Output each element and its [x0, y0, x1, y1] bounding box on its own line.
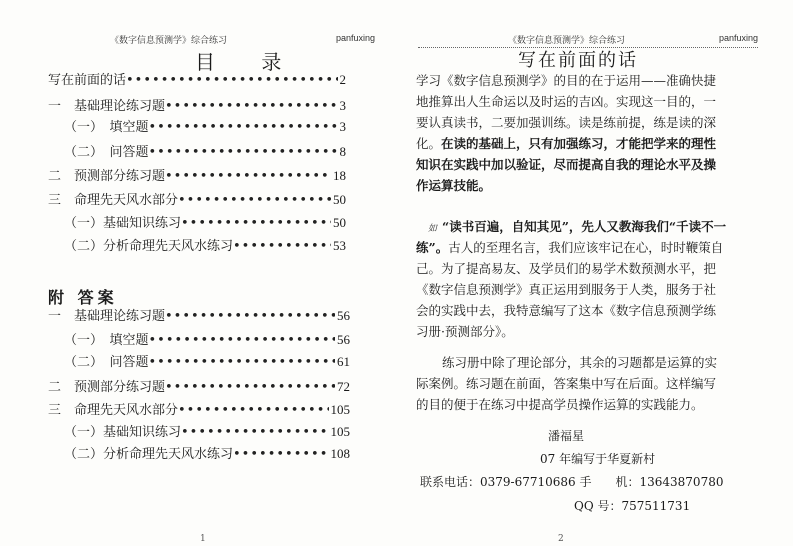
toc-page-number: 72	[337, 379, 350, 394]
appendix-entry	[64, 352, 350, 372]
appendix-entry	[48, 377, 350, 397]
appendix-entry	[48, 306, 350, 326]
paragraph-2-emphasis: “读书百遍，自知其见”，先人又教海我们“千读不一练”。	[416, 219, 727, 255]
appendix-entry	[48, 400, 350, 420]
appendix-title: 附 答案	[48, 288, 118, 307]
contact-qq: QQ 号：757511731	[574, 499, 691, 513]
contact-phone: 联系电话：0379-67710686 手 机：13643870780	[420, 475, 724, 489]
toc-page-number: 61	[337, 354, 350, 369]
toc-leader	[233, 445, 328, 465]
toc-label: 一 基础理论练习题	[48, 309, 166, 324]
toc-label: （一）基础知识练习	[64, 425, 182, 440]
toc-leader	[165, 378, 335, 398]
paragraph-1-emphasis: 在读的基础上，只有加强练习，才能把学来的理性知识在实践中加以验证，尽而提高自我的理论水平及操作运算技能。	[416, 136, 717, 193]
toc-entry	[48, 70, 346, 90]
header-title: 《数字信息预测学》综合练习	[110, 36, 228, 46]
toc-leader	[149, 353, 335, 373]
toc-leader	[149, 118, 338, 138]
toc-entry	[48, 190, 346, 210]
header-author: panfuxing	[335, 33, 375, 43]
toc-page-number: 108	[330, 446, 350, 461]
toc-page-number: 18	[333, 168, 346, 183]
toc-entry	[48, 96, 346, 116]
article-title: 写在前面的话	[518, 50, 638, 71]
toc-label: （二） 问答题	[64, 145, 149, 160]
toc-entry	[48, 166, 346, 186]
page-header	[110, 33, 375, 46]
toc-leader	[233, 237, 331, 257]
toc-leader	[165, 167, 331, 187]
toc-page-number: 53	[333, 238, 346, 253]
signature-name: 潘福星	[548, 429, 585, 443]
toc-label: （二） 问答题	[64, 355, 149, 370]
header-author: panfuxing	[718, 33, 758, 43]
toc-page-number: 105	[330, 402, 350, 417]
toc-label: 二 预测部分练习题	[48, 169, 166, 184]
toc-leader	[165, 97, 337, 117]
appendix-entry	[64, 422, 350, 442]
toc-label: （一） 填空题	[64, 120, 149, 135]
left-page	[0, 0, 390, 546]
toc-page-number: 3	[339, 98, 346, 113]
toc-leader	[181, 214, 331, 234]
handwritten-note: 如	[428, 224, 438, 234]
toc-label: （一）基础知识练习	[64, 216, 182, 231]
toc-leader	[149, 331, 335, 351]
paragraph-2-text: 古人的至理名言，我们应该牢记在心，时时鞭策自己。为了提高易友、及学员们的易学术数预测水平，把《数字信息预测学》真正运用到服务于人类，服务于社会的实践中去，我特意编写了这本《数字信息预测学练习册·预测部分》。	[416, 240, 724, 339]
paragraph-1	[416, 70, 728, 196]
toc-label: 二 预测部分练习题	[48, 380, 166, 395]
toc-page-number: 56	[337, 308, 350, 323]
toc-label: （一） 填空题	[64, 333, 149, 348]
toc-leader	[126, 71, 337, 91]
toc-label: 三 命理先天风水部分	[48, 403, 179, 418]
toc-leader	[165, 307, 335, 327]
paragraph-3: 练习册中除了理论部分，其余的习题都是运算的实际案例。练习题在前面，答案集中写在后面。这样编写的目的便于在练习中提高学员操作运算的实践能力。	[416, 355, 718, 412]
appendix-entry	[64, 444, 350, 464]
toc-label: （二）分析命理先天风水练习	[64, 239, 234, 254]
page-number: 1	[200, 534, 206, 544]
toc-page-number: 3	[339, 119, 346, 134]
toc-label: 三 命理先天风水部分	[48, 193, 179, 208]
toc-leader	[181, 423, 328, 443]
toc-page-number: 105	[330, 424, 350, 439]
signature-date: 07 年编写于华夏新村	[540, 452, 656, 466]
paragraph-1-text: 学习《数字信息预测学》的目的在于运用——准确快捷地推算出人生命运以及时运的吉凶。实现这一目的，一要认真读书，二要加强训练。读是练前提，练是读的深化。	[416, 73, 717, 151]
toc-page-number: 56	[337, 332, 350, 347]
toc-entry	[64, 236, 346, 256]
paragraph-2	[416, 216, 728, 342]
toc-leader	[178, 401, 328, 421]
toc-page-number: 2	[339, 72, 346, 87]
appendix-entry	[64, 330, 350, 350]
toc-page-number: 50	[333, 215, 346, 230]
toc-leader	[149, 143, 338, 163]
toc-page-number: 50	[333, 192, 346, 207]
page-number: 2	[558, 534, 564, 544]
toc-label: （二）分析命理先天风水练习	[64, 447, 234, 462]
toc-label: 写在前面的话	[48, 73, 127, 88]
toc-leader	[178, 191, 331, 211]
toc-entry	[64, 142, 346, 162]
right-page	[398, 0, 793, 546]
toc-title: 目 录	[195, 50, 302, 74]
toc-label: 一 基础理论练习题	[48, 99, 166, 114]
toc-entry	[64, 213, 346, 233]
toc-page-number: 8	[339, 144, 346, 159]
header-title: 《数字信息预测学》综合练习	[508, 36, 626, 46]
toc-entry	[64, 117, 346, 137]
